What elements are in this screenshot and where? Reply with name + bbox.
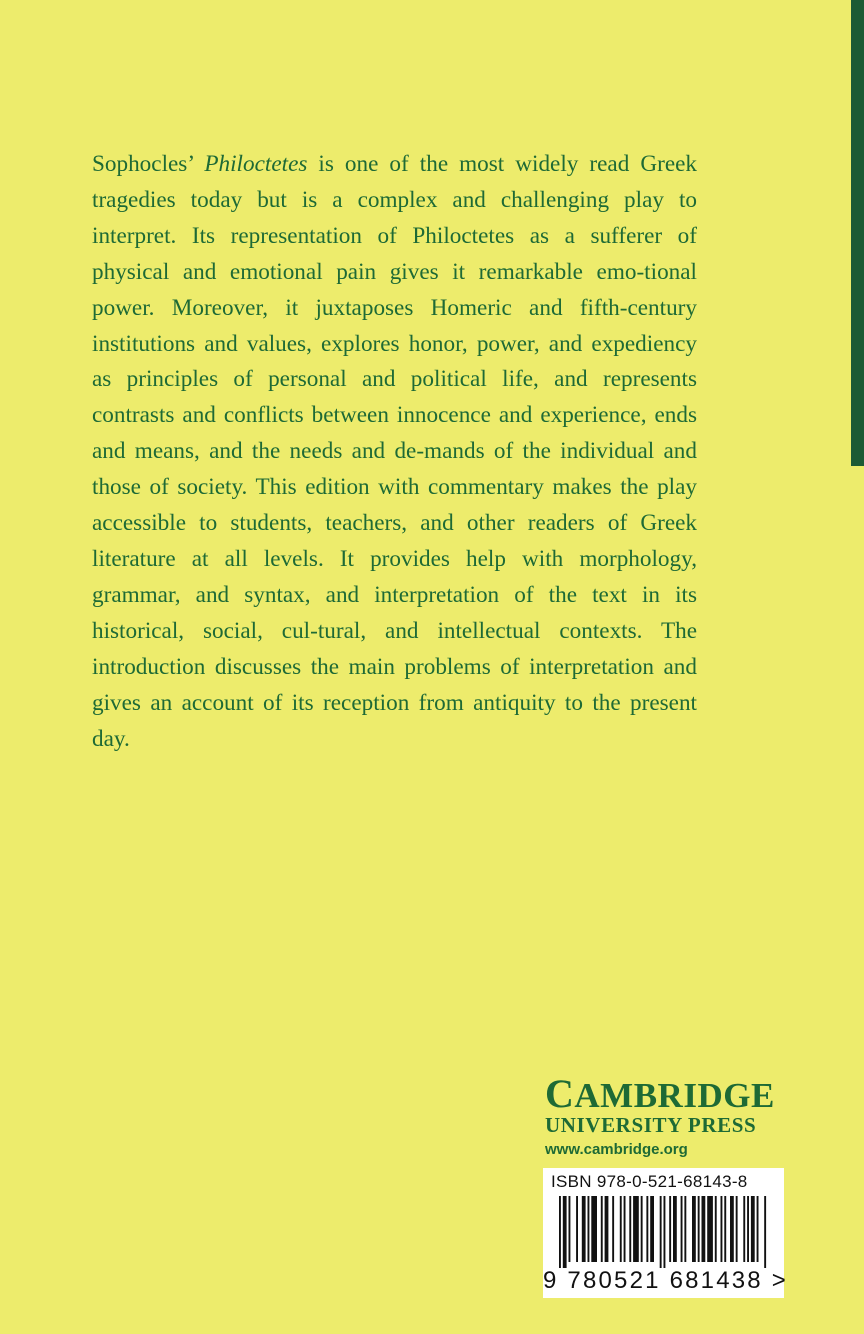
barcode-bar bbox=[620, 1196, 622, 1262]
barcode-bar bbox=[650, 1196, 654, 1262]
barcode-bar bbox=[624, 1196, 626, 1262]
barcode-bar bbox=[576, 1196, 578, 1262]
publisher-name-initial: C bbox=[545, 1071, 575, 1116]
publisher-subtitle: UNIVERSITY PRESS bbox=[545, 1113, 757, 1137]
barcode-bar bbox=[736, 1196, 738, 1262]
barcode-bar bbox=[673, 1196, 677, 1262]
spine-edge bbox=[851, 0, 864, 466]
barcode-bar bbox=[563, 1196, 567, 1268]
barcode-bar bbox=[721, 1196, 723, 1262]
barcode-bar bbox=[764, 1196, 766, 1268]
barcode-bar bbox=[698, 1196, 700, 1262]
play-title: Philoctetes bbox=[204, 151, 308, 177]
barcode-bar bbox=[582, 1196, 586, 1262]
barcode-bar bbox=[660, 1196, 662, 1268]
barcode-bar bbox=[601, 1196, 603, 1262]
blurb-text bbox=[92, 147, 697, 757]
publisher-name-rest: AMBRIDGE bbox=[574, 1076, 775, 1115]
barcode-bar bbox=[743, 1196, 745, 1262]
barcode-bar bbox=[684, 1196, 686, 1262]
barcode-bar bbox=[702, 1196, 706, 1262]
barcode-bar bbox=[629, 1196, 631, 1262]
blurb-lead: Sophocles’ bbox=[92, 151, 205, 177]
isbn-barcode bbox=[543, 1168, 788, 1298]
barcode-bar bbox=[569, 1196, 571, 1262]
barcode-bar bbox=[724, 1196, 726, 1262]
barcode-bar bbox=[669, 1196, 671, 1262]
isbn-label: ISBN 978-0-521-68143-8 bbox=[551, 1172, 748, 1191]
publisher-website: www.cambridge.org bbox=[545, 1141, 688, 1158]
ean-digits: 9 780521 681438 > bbox=[543, 1267, 788, 1294]
barcode-bar bbox=[730, 1196, 734, 1262]
barcode-bar bbox=[641, 1196, 643, 1262]
barcode-bar bbox=[559, 1196, 561, 1268]
barcode-bar bbox=[605, 1196, 609, 1262]
blurb-paragraph bbox=[92, 147, 697, 757]
publisher-name bbox=[545, 1071, 785, 1116]
barcode-bar bbox=[747, 1196, 749, 1262]
barcode-bar bbox=[692, 1196, 696, 1262]
barcode-bar bbox=[715, 1196, 717, 1262]
publisher-imprint bbox=[545, 1071, 785, 1160]
barcode-bar bbox=[591, 1196, 597, 1262]
barcode-bars bbox=[551, 1196, 771, 1278]
barcode-bar bbox=[681, 1196, 683, 1262]
barcode-bar bbox=[588, 1196, 590, 1262]
barcode-bar bbox=[757, 1196, 759, 1262]
blurb-body: is one of the most widely read Greek tragedies today but is a complex and challenging play to interpret. Its representation of Philoctetes as a sufferer of physical and emotional pain gives it remarkable emo-tional power. Moreover, it juxtaposes Homeric and fifth-century institutions and values, explores honor, power, and expediency as principles of personal and political life, and represents contrasts and conflicts between innocence and experience, ends and means, and the needs and de-mands of the individual and those of society. This edition with commentary makes the play accessible to students, teachers, and other readers of Greek literature at all levels. It provides help with morphology, grammar, and syntax, and interpretation of the text in its historical, social, cul-tural, and intellectual contexts. The introduction discusses the main problems of interpretation and gives an account of its reception from antiquity to the present day. bbox=[92, 151, 697, 752]
barcode-bar bbox=[707, 1196, 713, 1262]
barcode-bar bbox=[633, 1196, 639, 1262]
barcode-bar bbox=[612, 1196, 614, 1262]
barcode-bar bbox=[646, 1196, 648, 1262]
barcode-graphic bbox=[551, 1196, 771, 1268]
barcode-bar bbox=[751, 1196, 755, 1262]
barcode-bar bbox=[664, 1196, 666, 1268]
